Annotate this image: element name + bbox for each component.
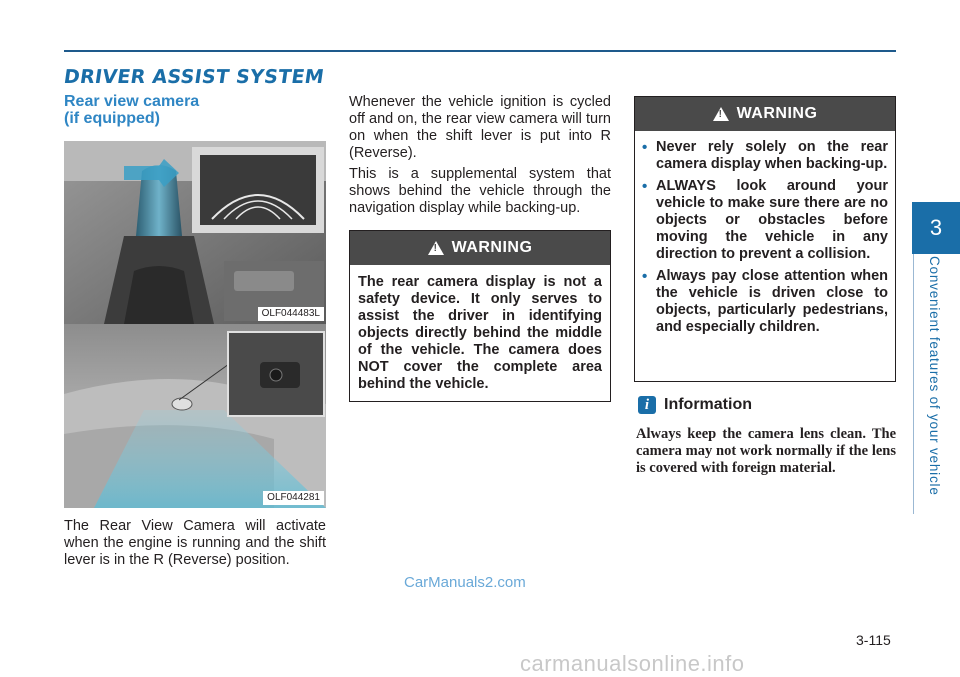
rear-camera-illustration bbox=[64, 324, 326, 508]
image-code-top: OLF044483L bbox=[258, 307, 324, 321]
warning-icon bbox=[713, 107, 729, 121]
warning-box-right bbox=[634, 96, 896, 382]
warning-box-middle bbox=[349, 230, 611, 402]
information-title: Information bbox=[664, 396, 752, 413]
information-text: Always keep the camera lens clean. The camera may not work normally if the lens is covered with foreign material. bbox=[636, 426, 896, 476]
shift-lever-illustration bbox=[64, 141, 326, 324]
chapter-label: Convenient features of your vehicle bbox=[927, 256, 942, 496]
subtitle bbox=[64, 93, 264, 127]
subtitle-line-2: (if equipped) bbox=[64, 110, 160, 127]
middle-paragraph-1: Whenever the vehicle ignition is cycled off and on, the rear view camera will turn on when the shift lever is put into R (Reverse). bbox=[349, 94, 611, 161]
warning-title-right: WARNING bbox=[736, 105, 818, 122]
warning-list-right bbox=[635, 131, 895, 336]
chapter-tab: 3 bbox=[912, 202, 960, 254]
image-code-bottom: OLF044281 bbox=[263, 491, 324, 505]
warning-text-middle: The rear camera display is not a safety device. It only serves to assist the driver in identifying objects directly behind the middle of the vehicle. The camera does NOT cover the complete area behind the vehicle. bbox=[358, 274, 602, 392]
top-rule bbox=[64, 50, 896, 52]
section-title: DRIVER ASSIST SYSTEM bbox=[62, 66, 326, 88]
middle-paragraph-2: This is a supplemental system that shows behind the vehicle through the navigation display while backing-up. bbox=[349, 166, 611, 216]
warning-title-middle: WARNING bbox=[451, 239, 533, 256]
warning-item: • Always pay close attention when the vehicle is driven close to objects, particularly pedestrians, and especially children. bbox=[642, 268, 888, 336]
warning-icon bbox=[428, 241, 444, 255]
information-header bbox=[638, 396, 752, 414]
page-number: 3-115 bbox=[856, 632, 891, 648]
warning-header-right bbox=[635, 97, 895, 131]
warning-item: • ALWAYS look around your vehicle to make sure there are no objects or obstacles before moving the vehicle in any direction to prevent a collision. bbox=[642, 178, 888, 263]
watermark-footer[interactable]: carmanualsonline.info bbox=[520, 651, 745, 676]
watermark-center[interactable]: CarManuals2.com bbox=[404, 574, 526, 591]
subtitle-line-1: Rear view camera bbox=[64, 93, 200, 110]
side-divider bbox=[913, 254, 914, 514]
info-icon: i bbox=[638, 396, 656, 414]
left-paragraph: The Rear View Camera will activate when the engine is running and the shift lever is in the R (Reverse) position. bbox=[64, 518, 326, 568]
warning-item: • Never rely solely on the rear camera display when backing-up. bbox=[642, 139, 888, 173]
warning-header-middle bbox=[350, 231, 610, 265]
